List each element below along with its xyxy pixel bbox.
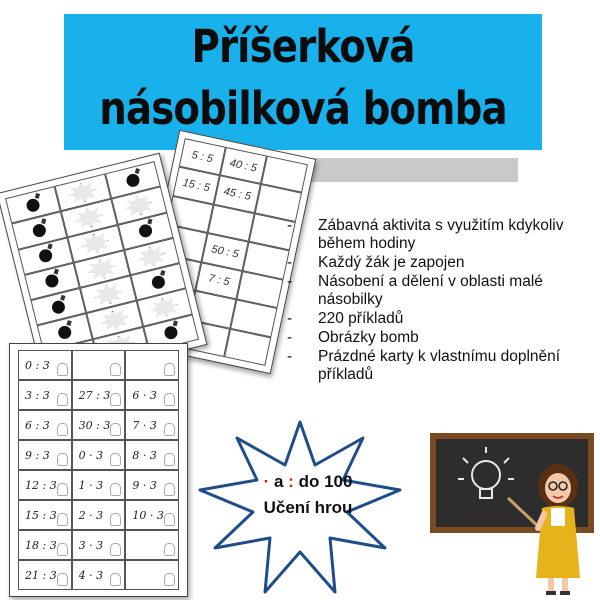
bomb-icon xyxy=(125,172,141,188)
card-cell xyxy=(18,560,72,590)
card-cell xyxy=(125,350,179,380)
range-text: do 100 xyxy=(298,472,353,491)
monster-doodle-icon xyxy=(57,393,68,406)
a-word: a xyxy=(273,472,284,491)
monster-doodle-icon xyxy=(57,363,68,376)
card-cell: 7 : 5 xyxy=(195,262,242,300)
card-problem: 0 · 3 xyxy=(78,448,104,462)
card-cell xyxy=(72,500,126,530)
card-cell xyxy=(18,380,72,410)
worksheet-three-table xyxy=(9,343,188,597)
monster-doodle-icon xyxy=(164,483,175,496)
boom-icon xyxy=(136,243,168,269)
card-problem: 27 : 3 xyxy=(78,388,111,402)
monster-doodle-icon xyxy=(110,363,121,376)
card-cell xyxy=(125,560,179,590)
card-cell: 5 : 5 xyxy=(179,138,226,176)
bomb-icon xyxy=(38,248,54,264)
teacher-icon xyxy=(500,458,592,598)
card-problem: 18 : 3 xyxy=(25,538,57,552)
boom-icon xyxy=(123,192,155,218)
monster-doodle-icon xyxy=(110,543,121,556)
card-cell xyxy=(125,440,179,470)
feature-item: - Zábavná aktivita s využitím kdykoliv během hodiny xyxy=(283,217,593,253)
card-cell xyxy=(125,470,179,500)
card-cell xyxy=(125,500,179,530)
boom-icon xyxy=(73,205,105,231)
feature-item: - Obrázky bomb xyxy=(283,329,593,347)
feature-item: - Prázdné karty k vlastnímu doplnění příkladů xyxy=(283,348,593,384)
monster-doodle-icon xyxy=(57,453,68,466)
feature-item: - 220 příkladů xyxy=(283,310,593,328)
card-problem: 12 : 3 xyxy=(25,478,57,492)
card-problem: 4 · 3 xyxy=(78,568,104,582)
dot-sign: · xyxy=(263,472,270,491)
card-problem: 7 · 3 xyxy=(132,418,157,432)
card-problem: 6 : 3 xyxy=(25,418,50,432)
colon-sign: : xyxy=(288,472,294,491)
card-cell xyxy=(72,410,126,440)
monster-doodle-icon xyxy=(110,573,121,586)
monster-doodle-icon xyxy=(164,453,175,466)
card-cell: 50 : 5 xyxy=(201,233,248,271)
card-problem: 6 · 3 xyxy=(132,388,157,402)
star-slogan: Učení hrou xyxy=(263,498,353,517)
monster-doodle-icon xyxy=(110,453,121,466)
card-cell xyxy=(72,440,126,470)
boom-icon xyxy=(92,281,124,307)
card-cell xyxy=(72,560,126,590)
bomb-icon xyxy=(150,274,166,290)
monster-doodle-icon xyxy=(57,543,68,556)
card-cell xyxy=(72,470,126,500)
card-problem: 10 · 3 xyxy=(132,508,164,522)
monster-doodle-icon xyxy=(110,513,121,526)
bomb-icon xyxy=(138,223,154,239)
card-problem: 9 · 3 xyxy=(132,478,157,492)
boom-icon xyxy=(99,307,131,333)
card-problem: 30 : 3 xyxy=(78,418,111,432)
monster-doodle-icon xyxy=(164,543,175,556)
monster-doodle-icon xyxy=(57,513,68,526)
bomb-icon xyxy=(57,325,73,341)
card-cell xyxy=(18,500,72,530)
bomb-icon xyxy=(163,325,179,341)
feature-list xyxy=(283,217,593,385)
card-cell xyxy=(125,530,179,560)
card-cell: 15 : 5 xyxy=(173,167,220,205)
card-cell xyxy=(125,380,179,410)
card-cell: 45 : 5 xyxy=(214,176,261,214)
card-problem: 2 · 3 xyxy=(78,508,104,522)
card-cell: 40 : 5 xyxy=(220,147,267,185)
monster-doodle-icon xyxy=(110,423,121,436)
card-cell xyxy=(18,410,72,440)
monster-doodle-icon xyxy=(57,573,68,586)
card-cell xyxy=(72,350,126,380)
feature-item: - Každý žák je zapojen xyxy=(283,254,593,272)
boom-icon xyxy=(67,179,99,205)
card-cell xyxy=(125,410,179,440)
card-problem: 3 : 3 xyxy=(25,388,50,402)
title-shadow-bar xyxy=(304,158,518,182)
boom-icon xyxy=(149,294,181,320)
card-problem: 9 : 3 xyxy=(25,448,50,462)
card-problem: 21 : 3 xyxy=(25,568,57,582)
monster-doodle-icon xyxy=(164,393,175,406)
monster-doodle-icon xyxy=(57,423,68,436)
feature-item: - Násobení a dělení v oblasti malé násobilky xyxy=(283,273,593,309)
title-line-1: Příšerková xyxy=(191,20,415,73)
monster-doodle-icon xyxy=(110,393,121,406)
card-problem: 8 · 3 xyxy=(132,448,157,462)
card-cell xyxy=(72,380,126,410)
card-problem: 3 · 3 xyxy=(78,538,104,552)
card-cell xyxy=(18,530,72,560)
card-cell xyxy=(18,350,72,380)
monster-doodle-icon xyxy=(110,483,121,496)
bomb-icon xyxy=(32,223,48,239)
monster-doodle-icon xyxy=(164,423,175,436)
bomb-icon xyxy=(51,299,67,315)
monster-doodle-icon xyxy=(57,483,68,496)
monster-doodle-icon xyxy=(164,513,175,526)
monster-doodle-icon xyxy=(164,363,175,376)
boom-icon xyxy=(80,230,112,256)
title-line-2: násobilková bomba xyxy=(99,82,507,135)
card-problem: 15 : 3 xyxy=(25,508,57,522)
card-problem: 1 · 3 xyxy=(78,478,104,492)
monster-doodle-icon xyxy=(164,573,175,586)
card-cell xyxy=(18,440,72,470)
card-cell xyxy=(18,470,72,500)
star-operations-line xyxy=(228,472,388,492)
card-problem: 0 : 3 xyxy=(25,358,50,372)
bomb-icon xyxy=(44,274,60,290)
bomb-icon xyxy=(25,197,41,213)
card-cell xyxy=(72,530,126,560)
boom-icon xyxy=(86,256,118,282)
